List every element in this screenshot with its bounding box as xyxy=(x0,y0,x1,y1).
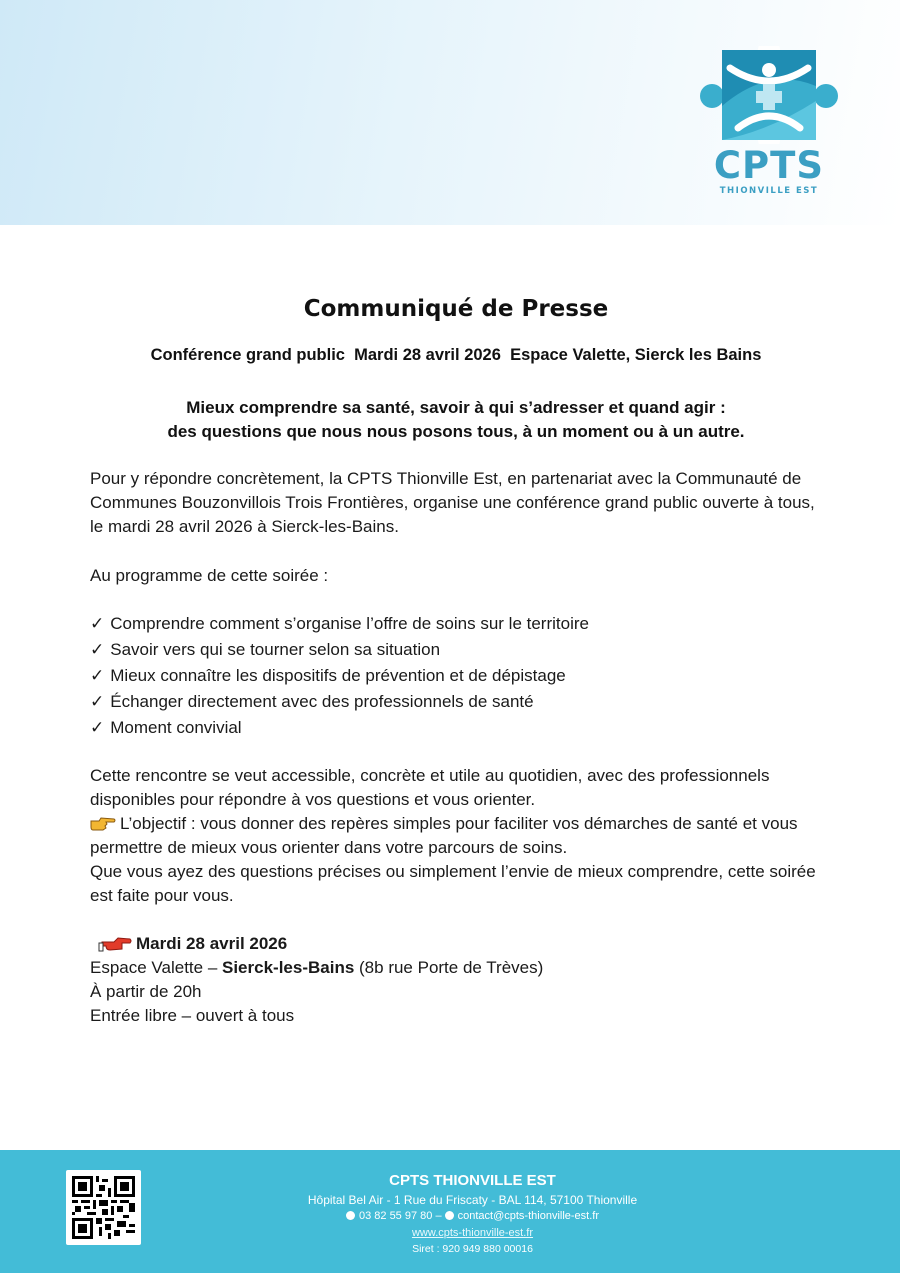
closing-text: Que vous ayez des questions précises ou simplement l’envie de mieux comprendre, cette soirée est faite pour vous. xyxy=(90,862,816,905)
intro-heading xyxy=(0,396,900,444)
program-item: ✓ Savoir vers qui se tourner selon sa situation xyxy=(90,640,441,660)
checkmark-icon: ✓ xyxy=(90,640,105,660)
footer-website-link[interactable]: www.cpts-thionville-est.fr xyxy=(411,1227,534,1239)
intro-line-2: des questions que nous nous posons tous, à un moment ou à un autre. xyxy=(167,422,745,441)
paragraph-details xyxy=(90,764,830,908)
pointing-hand-icon xyxy=(90,815,116,831)
puzzle-logo-icon xyxy=(698,46,840,144)
program-item: ✓ Moment convivial xyxy=(90,718,242,738)
logo-subtitle: THIONVILLE EST xyxy=(719,186,819,196)
checkmark-icon: ✓ xyxy=(90,614,105,634)
pointing-finger-icon xyxy=(98,934,132,952)
event-date: Mardi 28 avril 2026 xyxy=(136,934,288,953)
paragraph-presentation: Pour y répondre concrètement, la CPTS Thionville Est, en partenariat avec la Communauté de Communes Bouzonvillois Trois Frontières, organise une conférence grand public ouverte à tous, le mardi 28 avril 2026 à Sierck-les-Bains. xyxy=(90,469,815,536)
event-time: À partir de 20h xyxy=(90,982,202,1001)
event-date-line xyxy=(90,932,543,956)
program-item: ✓ Échanger directement avec des professionnels de santé xyxy=(90,692,534,712)
details-text: Cette rencontre se veut accessible, concrète et utile au quotidien, avec des professionnels disponibles pour répondre à vos questions et vous orienter. xyxy=(90,766,770,809)
program-heading: Au programme de cette soirée : xyxy=(90,566,329,585)
footer-phone: 03 82 55 97 80 – xyxy=(358,1210,442,1222)
event-venue: Espace Valette – Sierck-les-Bains (8b rue Porte de Trèves) xyxy=(90,958,544,977)
event-info xyxy=(90,932,543,1028)
footer xyxy=(0,1150,900,1273)
footer-contact xyxy=(200,1210,745,1222)
program-list xyxy=(90,611,589,741)
checkmark-icon: ✓ xyxy=(90,718,105,738)
program-item: ✓ Mieux connaître les dispositifs de prévention et de dépistage xyxy=(90,666,566,686)
logo-wordmark: CPTS xyxy=(713,144,825,187)
qr-code[interactable] xyxy=(66,1170,141,1245)
objective-text: L’objectif : vous donner des repères simples pour faciliter vos démarches de santé et vous permettre de mieux vous orienter dans votre parcours de soins. xyxy=(90,814,798,857)
intro-line-1: Mieux comprendre sa santé, savoir à qui s’adresser et quand agir : xyxy=(186,398,726,417)
phone-icon xyxy=(346,1211,355,1220)
footer-address: Hôpital Bel Air - 1 Rue du Friscaty - BAL 114, 57100 Thionville xyxy=(307,1193,638,1207)
checkmark-icon: ✓ xyxy=(90,666,105,686)
footer-email[interactable]: contact@cpts-thionville-est.fr xyxy=(457,1210,600,1222)
footer-siret: Siret : 920 949 880 00016 xyxy=(412,1243,533,1255)
event-entry: Entrée libre – ouvert à tous xyxy=(90,1006,295,1025)
qr-code-icon xyxy=(72,1176,135,1239)
page-title: Communiqué de Presse xyxy=(303,296,609,322)
program-item: ✓ Comprendre comment s’organise l’offre de soins sur le territoire xyxy=(90,614,589,634)
footer-org-name: CPTS THIONVILLE EST xyxy=(389,1172,556,1189)
cpts-logo xyxy=(698,46,840,196)
checkmark-icon: ✓ xyxy=(90,692,105,712)
email-icon xyxy=(445,1211,454,1220)
event-subtitle: Conférence grand public Mardi 28 avril 2026 Espace Valette, Sierck les Bains xyxy=(150,346,762,364)
